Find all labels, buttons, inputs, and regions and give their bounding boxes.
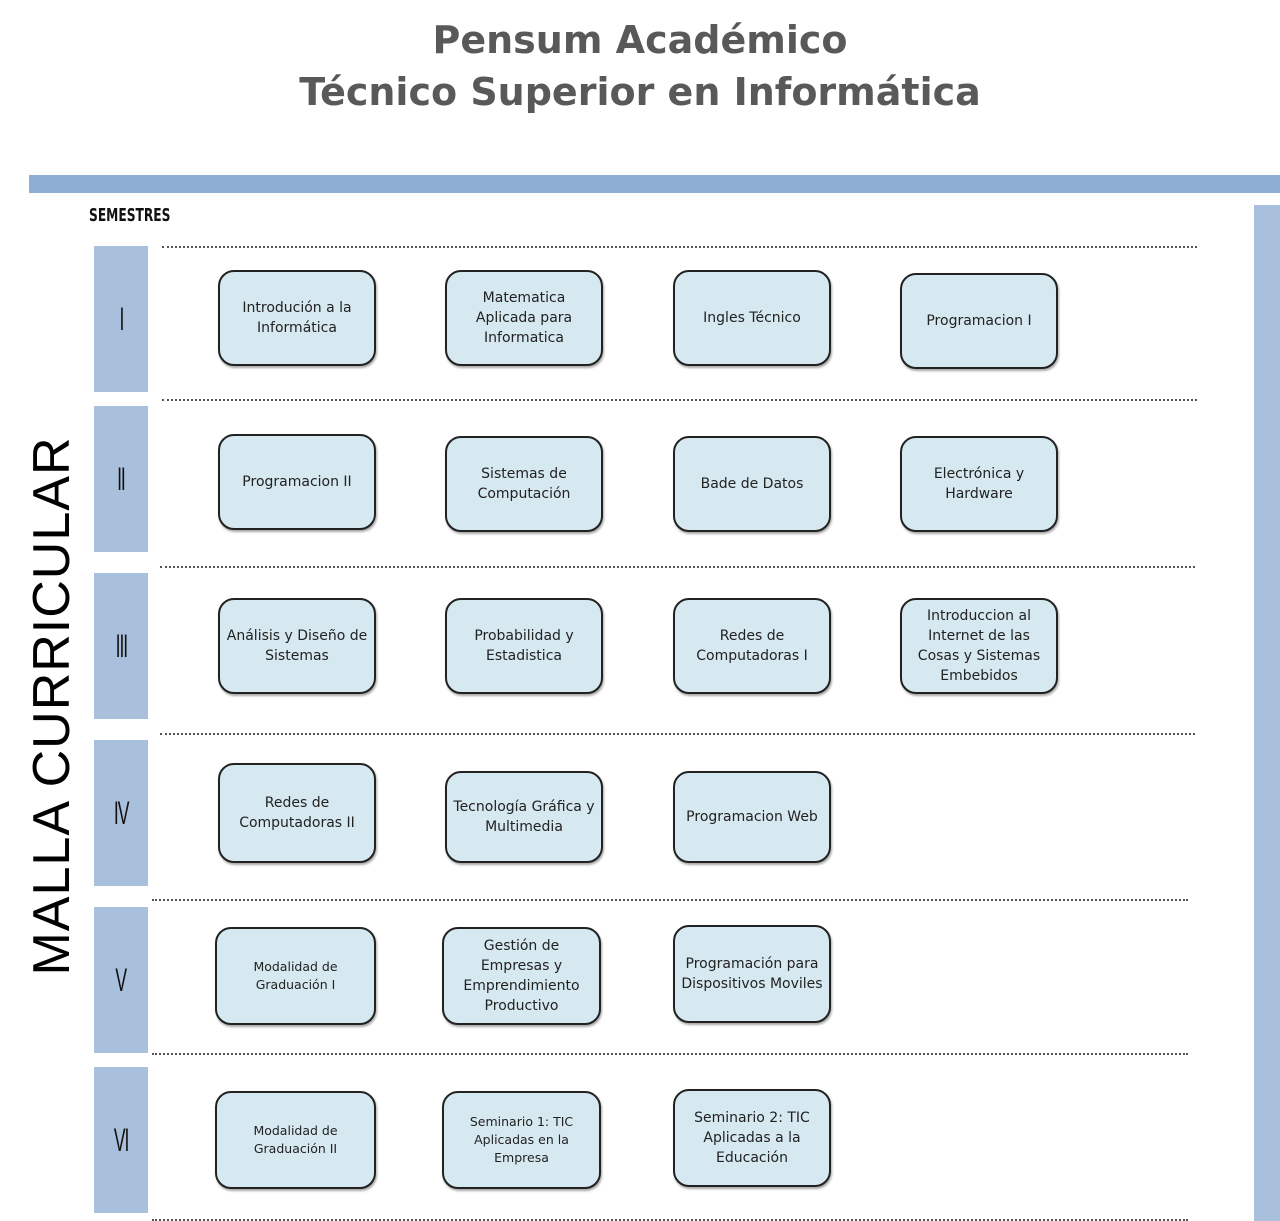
semester-block (94, 907, 148, 1053)
row-divider (152, 899, 1188, 901)
course-box: Bade de Datos (673, 436, 831, 532)
semester-numeral: IV (113, 794, 129, 831)
header-bar (29, 175, 1280, 193)
row-divider (162, 246, 1197, 248)
course-box: Seminario 1: TIC Aplicadas en la Empresa (442, 1091, 601, 1189)
course-box: Electrónica y Hardware (900, 436, 1058, 532)
course-box: Análisis y Diseño de Sistemas (218, 598, 376, 694)
page-title: Pensum Académico (432, 18, 848, 62)
course-box: Tecnología Gráfica y Multimedia (445, 771, 603, 863)
course-box: Introduccion al Internet de las Cosas y Sistemas Embebidos (900, 598, 1058, 694)
page-subtitle: Técnico Superior en Informática (299, 70, 981, 114)
right-side-bar (1254, 205, 1280, 1221)
course-box: Redes de Computadoras II (218, 763, 376, 863)
semester-block (94, 246, 148, 392)
row-divider (160, 566, 1195, 568)
course-box: Ingles Técnico (673, 270, 831, 366)
course-box: Sistemas de Computación (445, 436, 603, 532)
side-label: MALLA CURRICULAR (23, 436, 81, 976)
course-box: Modalidad de Graduación II (215, 1091, 376, 1189)
course-box: Programacion I (900, 273, 1058, 369)
row-divider (152, 1053, 1188, 1055)
semester-block (94, 406, 148, 552)
semester-block (94, 573, 148, 719)
course-box: Gestión de Empresas y Emprendimiento Productivo (442, 927, 601, 1025)
row-divider (160, 733, 1195, 735)
semester-numeral: II (117, 460, 125, 497)
course-box: Programación para Dispositivos Moviles (673, 925, 831, 1023)
semester-block (94, 1067, 148, 1213)
course-box: Programacion Web (673, 771, 831, 863)
course-box: Probabilidad y Estadistica (445, 598, 603, 694)
course-box: Matematica Aplicada para Informatica (445, 270, 603, 366)
semesters-label: SEMESTRES (89, 205, 171, 226)
semester-numeral: I (119, 300, 123, 337)
semester-numeral: III (115, 627, 127, 664)
course-box: Programacion II (218, 434, 376, 530)
course-box: Modalidad de Graduación I (215, 927, 376, 1025)
row-divider (162, 399, 1197, 401)
course-box: Introdución a la Informática (218, 270, 376, 366)
course-box: Seminario 2: TIC Aplicadas a la Educación (673, 1089, 831, 1187)
semester-numeral: V (115, 961, 127, 998)
semester-numeral: VI (113, 1121, 129, 1158)
course-box: Redes de Computadoras I (673, 598, 831, 694)
semester-block (94, 740, 148, 886)
